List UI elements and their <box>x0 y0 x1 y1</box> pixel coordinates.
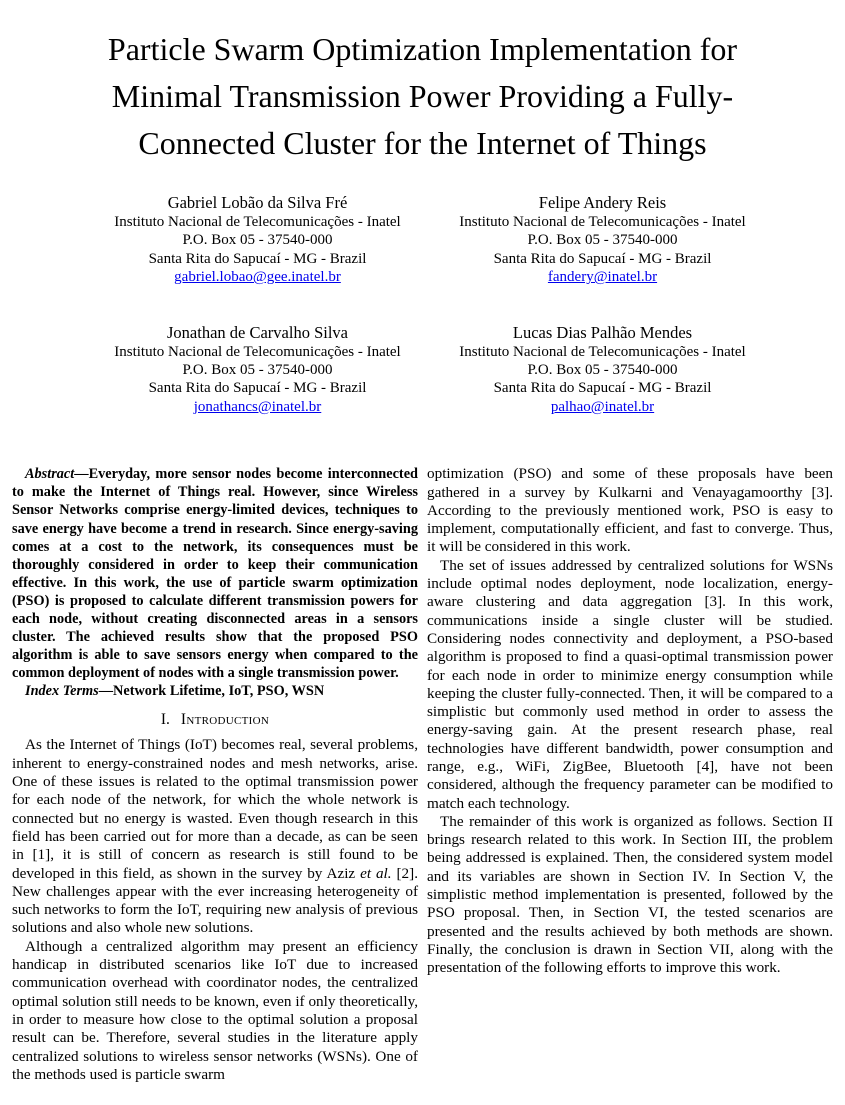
section-number: I. <box>160 711 170 729</box>
abstract-text: —Everyday, more sensor nodes become interconnected to make the Internet of Things real. However, since Wireless Sensor Networks comprise energy-limited devices, techniques to save energy have become a trend in research. Since energy-saving comes at a cost to the network, its consequences must be thoroughly considered in order to keep their communication effective. In this work, the use of particle swarm optimization (PSO) is proposed to calculate different transmission powers for each node, without creating disconnected areas in a sensors cluster. The achieved results show that the proposed PSO algorithm is able to save sensors energy when compared to the common deployment of nodes with a single transmission power. <box>12 466 418 682</box>
intro-paragraph-1-text-cont: [2]. New challenges appear with the ever increasing heterogeneity of such networks to form the IoT, requiring new analysis of previous solutions and also whole new solutions. <box>12 864 419 937</box>
author-block-4 <box>430 323 775 417</box>
author-address: P.O. Box 05 - 37540-000 <box>527 232 678 249</box>
section-heading-introduction <box>12 711 418 729</box>
index-terms <box>12 682 418 700</box>
paper-title-line-2: Minimal Transmission Power Providing a Fully- <box>111 78 734 114</box>
author-email-link[interactable]: palhao@inatel.br <box>550 398 655 415</box>
right-column <box>427 465 833 1084</box>
author-city: Santa Rita do Sapucaí - MG - Brazil <box>493 250 712 267</box>
author-address: P.O. Box 05 - 37540-000 <box>527 362 678 379</box>
author-name: Lucas Dias Palhão Mendes <box>512 322 693 342</box>
intro-paragraph-2: Although a centralized algorithm may present an efficiency handicap in distributed scenarios like IoT due to increased communication overhead with coordinator nodes, the centralized optimal solution still needs to be known, even if only theoretically, in order to measure how close to the optimal solution a proposal result can be. Therefore, several studies in the literature apply centralized solutions to wireless sensor networks (WSNs). One of the methods used is particle swarm <box>12 937 418 1083</box>
author-email-link[interactable]: jonathancs@inatel.br <box>193 398 322 415</box>
intro-paragraph-3: The set of issues addressed by centralized solutions for WSNs include optimal nodes deployment, node localization, energy-aware clustering and data aggregation [3]. In this work, communications inside a single cluster will be studied. Considering nodes connectivity and deployment, a PSO-based algorithm is proposed to find a quasi-optimal transmission power for each node in order to minimize energy consumption while keeping the cluster fully-connected. Then, it will be compared to a simplistic but commonly used method in order to assess the energy-saving gain. At the present research phase, real technologies have different bandwidth, power consumption and range, e.g., WiFi, ZigBee, Bluetooth [4], have not been considered, although the frequency parameter can be modified to match each technology. <box>427 556 833 812</box>
intro-paragraph-4: The remainder of this work is organized as follows. Section II brings research related to this work. In Section III, the problem being addressed is explained. Then, the considered system model and its variables are shown in Section IV. In Section V, the simplistic method implementation is presented, followed by the PSO proposal. Then, in Section VI, the tested scenarios are presented and the results achieved by both methods are shown. Finally, the conclusion is drawn in Section VII, along with the presentation of the following efforts to improve this work. <box>427 812 833 977</box>
intro-paragraph-1 <box>12 736 418 937</box>
index-terms-text: —Network Lifetime, IoT, PSO, WSN <box>98 683 325 700</box>
author-affiliation: Instituto Nacional de Telecomunicações - Inatel <box>459 214 746 230</box>
section-title: Introduction <box>180 711 270 729</box>
author-email <box>430 398 775 416</box>
author-address: P.O. Box 05 - 37540-000 <box>182 232 333 249</box>
author-email <box>85 268 430 286</box>
paper-title-line-1: Particle Swarm Optimization Implementation for <box>107 31 738 67</box>
et-al-italic: et al. <box>360 864 392 882</box>
author-name: Felipe Andery Reis <box>538 193 667 212</box>
author-block-2 <box>430 193 775 287</box>
abstract-paragraph <box>12 465 418 682</box>
author-address: P.O. Box 05 - 37540-000 <box>182 362 333 379</box>
author-name: Gabriel Lobão da Silva Fré <box>167 193 348 212</box>
abstract-label: Abstract <box>25 466 75 483</box>
author-email-link[interactable]: gabriel.lobao@gee.inatel.br <box>174 269 341 286</box>
author-block-3 <box>85 323 430 417</box>
author-affiliation: Instituto Nacional de Telecomunicações - Inatel <box>459 343 746 360</box>
author-email-link[interactable]: fandery@inatel.br <box>547 269 658 286</box>
intro-paragraph-2-continuation: optimization (PSO) and some of these proposals have been gathered in a survey by Kulkarni and Venayagamoorthy [3]. According to the previously mentioned work, PSO is easy to implement, computationally efficient, and fast to converge. Thus, it will be considered in this work. <box>427 465 833 556</box>
author-affiliation: Instituto Nacional de Telecomunicações - Inatel <box>114 343 401 360</box>
author-name: Jonathan de Carvalho Silva <box>166 322 348 342</box>
intro-paragraph-1-text: As the Internet of Things (IoT) becomes real, several problems, inherent to energy-constrained nodes and mesh networks, arise. One of these issues is related to the optimal transmission power for each node of the network, for which the whole network is connected but no energy is wasted. Even though research in this field has been carried out for more than a decade, as can be seen in [1], it is still of concern as research is still found to be developed in this field, as shown in the survey by Aziz <box>12 736 418 882</box>
paper-title <box>0 26 845 167</box>
author-email <box>85 398 430 416</box>
author-affiliation: Instituto Nacional de Telecomunicações - Inatel <box>114 214 401 230</box>
index-terms-label: Index Terms <box>25 683 99 700</box>
author-block-1 <box>85 193 430 287</box>
author-city: Santa Rita do Sapucaí - MG - Brazil <box>493 380 712 397</box>
author-city: Santa Rita do Sapucaí - MG - Brazil <box>148 250 367 267</box>
body-columns <box>0 465 845 1084</box>
author-city: Santa Rita do Sapucaí - MG - Brazil <box>148 380 367 397</box>
left-column <box>12 465 418 1084</box>
paper-title-line-3: Connected Cluster for the Internet of Things <box>138 125 707 161</box>
authors-grid <box>85 193 775 416</box>
author-email <box>430 268 775 286</box>
